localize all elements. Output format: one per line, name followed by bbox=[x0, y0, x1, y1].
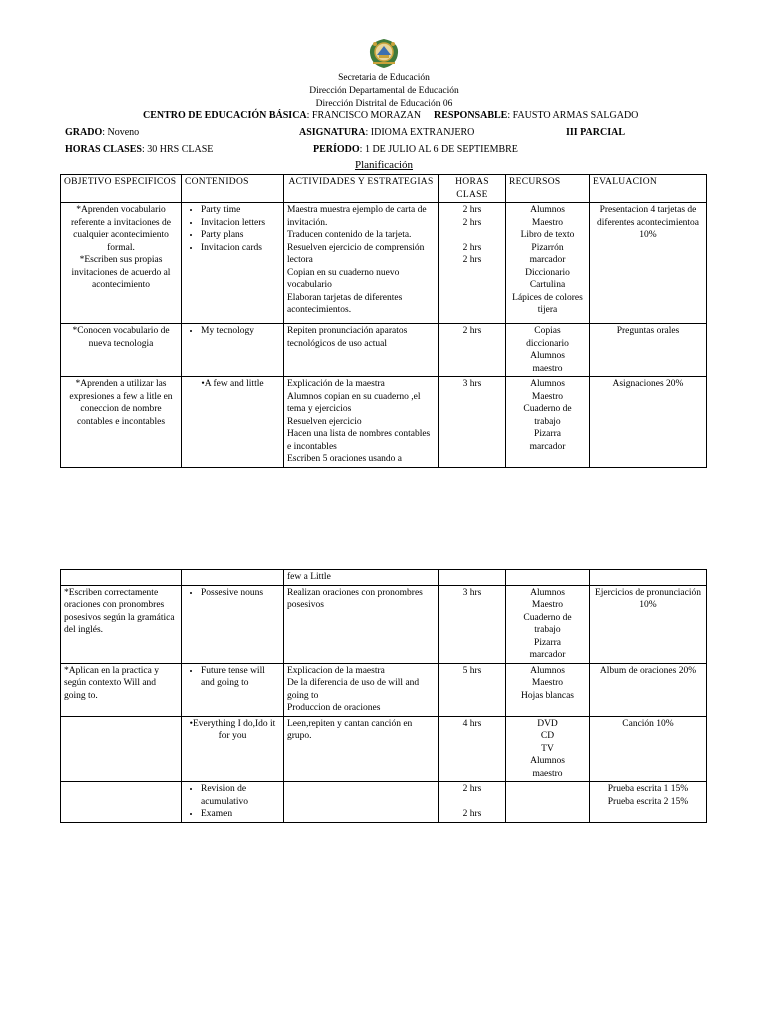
evaluacion-line: Canción 10% bbox=[622, 718, 674, 729]
horas-value: : 30 HRS CLASE bbox=[141, 144, 214, 155]
centro-value: : FRANCISCO MORAZAN bbox=[306, 110, 422, 121]
table-row bbox=[61, 570, 707, 586]
grado-field bbox=[65, 127, 139, 139]
horas-line: 3 hrs bbox=[462, 587, 482, 598]
recursos-line: tijera bbox=[537, 305, 558, 315]
cell-recursos bbox=[506, 585, 590, 663]
cell-recursos bbox=[506, 663, 590, 716]
actividades-line: few a Little bbox=[287, 572, 331, 582]
recursos-line: Pizarrón bbox=[531, 242, 564, 253]
actividades-line: Maestra muestra ejemplo de carta de invitación. bbox=[287, 205, 427, 228]
cell-actividades bbox=[284, 716, 439, 782]
recursos-line: Alumnos bbox=[530, 351, 565, 361]
evaluacion-line: Prueba escrita 2 15% bbox=[607, 796, 689, 807]
centro-label: CENTRO DE EDUCACIÓN BÁSICA bbox=[143, 110, 307, 121]
evaluacion-line bbox=[593, 571, 703, 584]
objetivo-line: *Aprenden a utilizar las expresiones a few a litle en coneccion de nombre contables e incontables bbox=[69, 379, 173, 427]
recursos-line: Maestro bbox=[531, 600, 564, 610]
recursos-line: diccionario bbox=[526, 338, 569, 349]
recursos-line bbox=[509, 783, 586, 796]
horas-line: 2 hrs bbox=[462, 255, 482, 265]
contenidos-line bbox=[185, 571, 280, 584]
header-line-2: Dirección Departamental de Educación bbox=[309, 86, 459, 96]
evaluacion-line: Asignaciones 20% bbox=[612, 379, 684, 389]
table-row bbox=[61, 377, 707, 468]
cell-contenidos bbox=[182, 377, 284, 468]
page-title: Planificación bbox=[354, 159, 414, 171]
cell-contenidos bbox=[182, 570, 284, 586]
cell-contenidos bbox=[182, 782, 284, 823]
planning-table-continued bbox=[60, 569, 707, 823]
cell-objetivo bbox=[61, 324, 182, 377]
cell-recursos bbox=[506, 203, 590, 324]
cell-actividades bbox=[284, 324, 439, 377]
horas-line: 2 hrs bbox=[462, 242, 482, 253]
horas-line bbox=[442, 571, 502, 584]
periodo-label: PERÍODO bbox=[313, 144, 360, 155]
contenidos-line: •Everything I do,Ido it for you bbox=[189, 718, 276, 741]
table-row bbox=[61, 324, 707, 377]
responsable-label: RESPONSABLE bbox=[434, 110, 508, 121]
cell-contenidos bbox=[182, 663, 284, 716]
horas-line: 2 hrs bbox=[462, 784, 482, 794]
actividades-line: Resuelven ejercicio de comprensión lectora bbox=[287, 242, 425, 265]
table-row bbox=[61, 585, 707, 663]
cell-evaluacion bbox=[590, 585, 707, 663]
periodo-field bbox=[313, 144, 518, 156]
cell-actividades bbox=[284, 585, 439, 663]
header-horas: HORAS CLASE bbox=[439, 175, 506, 203]
table-row bbox=[61, 716, 707, 782]
asignatura-value: : IDIOMA EXTRANJERO bbox=[365, 127, 475, 138]
recursos-line: marcador bbox=[529, 650, 566, 660]
horas-line: 2 hrs bbox=[462, 809, 482, 819]
actividades-line: Leen,repiten y cantan canción en grupo. bbox=[287, 718, 413, 741]
horas-line: 2 hrs bbox=[462, 217, 482, 228]
contenidos-line: •A few and little bbox=[201, 379, 264, 389]
cell-objetivo bbox=[61, 203, 182, 324]
grado-value: : Noveno bbox=[102, 127, 140, 138]
recursos-line: Pizarra bbox=[534, 637, 561, 648]
objetivo-line bbox=[64, 783, 178, 796]
recursos-line: Maestro bbox=[531, 217, 564, 228]
recursos-line: Alumnos bbox=[530, 756, 565, 766]
recursos-line: Cartulina bbox=[529, 280, 566, 290]
recursos-line: DVD bbox=[537, 718, 558, 729]
actividades-line: Explicación de la maestra bbox=[287, 379, 385, 389]
recursos-line: maestro bbox=[532, 363, 563, 374]
actividades-line: Produccion de oraciones bbox=[287, 703, 381, 713]
actividades-line: Hacen una lista de nombres contables e incontables bbox=[287, 429, 431, 452]
table-header-row bbox=[61, 175, 707, 203]
cell-objetivo bbox=[61, 585, 182, 663]
horas-label: HORAS CLASES bbox=[65, 144, 142, 155]
evaluacion-line: Presentacion 4 tarjetas de diferentes acontecimientoa 10% bbox=[596, 205, 700, 240]
header-actividades: ACTIVIDADES Y ESTRATEGIAS bbox=[284, 175, 439, 203]
horas-line: 3 hrs bbox=[462, 379, 482, 389]
header-recursos: RECURSOS bbox=[506, 175, 590, 203]
planning-table bbox=[60, 174, 707, 468]
horas-line: 4 hrs bbox=[462, 718, 482, 729]
cell-objetivo bbox=[61, 377, 182, 468]
actividades-line: De la diferencia de uso de will and going to bbox=[287, 678, 420, 701]
objetivo-line bbox=[64, 571, 178, 584]
cell-actividades bbox=[284, 203, 439, 324]
horas-line bbox=[442, 796, 502, 809]
horas-line: 2 hrs bbox=[462, 326, 482, 336]
content-item: • Possesive nouns bbox=[201, 587, 280, 600]
periodo-value: : 1 DE JULIO AL 6 DE SEPTIEMBRE bbox=[359, 144, 518, 155]
actividades-line: Alumnos copian en su cuaderno ,el tema y ejercicios bbox=[287, 391, 421, 414]
recursos-line: Alumnos bbox=[530, 587, 565, 598]
recursos-line: Cuaderno de trabajo bbox=[523, 612, 572, 635]
cell-evaluacion bbox=[590, 570, 707, 586]
cell-horas bbox=[439, 782, 506, 823]
cell-recursos bbox=[506, 716, 590, 782]
objetivo-line: *Escriben sus propias invitaciones de acuerdo al acontecimiento bbox=[71, 255, 171, 290]
cell-recursos bbox=[506, 782, 590, 823]
table-row bbox=[61, 782, 707, 823]
actividades-line: Copian en su cuaderno nuevo vocabulario bbox=[287, 267, 400, 290]
content-item: • Party time bbox=[201, 204, 280, 217]
actividades-line: Explicacion de la maestra bbox=[287, 665, 385, 676]
cell-contenidos bbox=[182, 716, 284, 782]
recursos-line: Maestro bbox=[531, 678, 564, 688]
cell-recursos bbox=[506, 324, 590, 377]
responsable-field bbox=[434, 110, 638, 122]
actividades-line bbox=[287, 783, 435, 796]
header-line-1: Secretaria de Educación bbox=[338, 73, 430, 83]
cell-horas bbox=[439, 324, 506, 377]
recursos-line: Alumnos bbox=[530, 665, 565, 676]
evaluacion-line: Prueba escrita 1 15% bbox=[607, 784, 689, 794]
cell-evaluacion bbox=[590, 324, 707, 377]
actividades-line: Traducen contenido de la tarjeta. bbox=[287, 230, 412, 240]
recursos-line: Copias bbox=[534, 326, 561, 336]
recursos-line: CD bbox=[540, 731, 555, 741]
recursos-line: marcador bbox=[529, 255, 566, 265]
recursos-line: Alumnos bbox=[530, 379, 565, 389]
actividades-line: Repiten pronunciación aparatos tecnológicos de uso actual bbox=[287, 326, 408, 349]
actividades-line: Resuelven ejercicio bbox=[287, 416, 362, 427]
asignatura-field bbox=[299, 127, 474, 139]
recursos-line: Cuaderno de trabajo bbox=[523, 404, 572, 427]
recursos-line: Alumnos bbox=[530, 205, 565, 215]
cell-horas bbox=[439, 663, 506, 716]
recursos-line: marcador bbox=[529, 441, 566, 452]
cell-objetivo bbox=[61, 716, 182, 782]
cell-contenidos bbox=[182, 203, 284, 324]
content-item: • Invitacion cards bbox=[201, 242, 280, 255]
cell-recursos bbox=[506, 377, 590, 468]
objetivo-line bbox=[64, 718, 178, 731]
content-item: • Examen bbox=[201, 808, 280, 821]
header-evaluacion: EVALUACION bbox=[590, 175, 707, 203]
cell-contenidos bbox=[182, 585, 284, 663]
horas-line bbox=[442, 229, 502, 242]
objetivo-line: *Aprenden vocabulario referente a invitaciones de cualquier acontecimiento formal. bbox=[71, 205, 171, 253]
asignatura-label: ASIGNATURA bbox=[299, 127, 366, 138]
recursos-line bbox=[509, 571, 586, 584]
cell-evaluacion bbox=[590, 716, 707, 782]
grado-label: GRADO bbox=[65, 127, 103, 138]
recursos-line: TV bbox=[541, 743, 554, 754]
cell-horas bbox=[439, 716, 506, 782]
evaluacion-line: Ejercicios de pronunciación 10% bbox=[594, 587, 702, 610]
objetivo-line: *Conocen vocabulario de nueva tecnologia bbox=[72, 326, 170, 349]
recursos-line: Libro de texto bbox=[520, 230, 575, 240]
table-row bbox=[61, 203, 707, 324]
recursos-line: Maestro bbox=[531, 391, 564, 402]
evaluacion-line: Album de oraciones 20% bbox=[599, 665, 697, 676]
cell-evaluacion bbox=[590, 782, 707, 823]
recursos-line: Hojas blancas bbox=[520, 690, 575, 701]
cell-objetivo bbox=[61, 570, 182, 586]
responsable-value: : FAUSTO ARMAS SALGADO bbox=[507, 110, 639, 121]
header-line-3: Dirección Distrital de Educación 06 bbox=[315, 99, 453, 109]
content-item: • Revision de acumulativo bbox=[201, 783, 280, 808]
content-item: • Party plans bbox=[201, 229, 280, 242]
horas-field bbox=[65, 144, 213, 156]
cell-evaluacion bbox=[590, 377, 707, 468]
recursos-line: Pizarra bbox=[534, 429, 561, 439]
cell-actividades bbox=[284, 377, 439, 468]
cell-recursos bbox=[506, 570, 590, 586]
actividades-line: Elaboran tarjetas de diferentes acontecimientos. bbox=[287, 292, 403, 315]
objetivo-line: *Escriben correctamente oraciones con pronombres posesivos según la gramática del inglés. bbox=[64, 587, 175, 635]
horas-line: 5 hrs bbox=[462, 665, 482, 676]
cell-horas bbox=[439, 570, 506, 586]
actividades-line: Realizan oraciones con pronombres posesivos bbox=[287, 587, 423, 610]
evaluacion-line: Preguntas orales bbox=[616, 326, 680, 336]
cell-actividades bbox=[284, 663, 439, 716]
header-objetivo: OBJETIVO ESPECIFICOS bbox=[61, 175, 182, 203]
content-item: • Future tense will and going to bbox=[201, 665, 280, 690]
actividades-line: Escriben 5 oraciones usando a bbox=[287, 454, 403, 464]
cell-horas bbox=[439, 377, 506, 468]
cell-actividades bbox=[284, 570, 439, 586]
cell-evaluacion bbox=[590, 203, 707, 324]
cell-horas bbox=[439, 203, 506, 324]
cell-horas bbox=[439, 585, 506, 663]
content-item: • My tecnology bbox=[201, 325, 280, 338]
cell-contenidos bbox=[182, 324, 284, 377]
header-contenidos: CONTENIDOS bbox=[182, 175, 284, 203]
centro-field bbox=[143, 110, 421, 122]
cell-objetivo bbox=[61, 663, 182, 716]
parcial-label: III PARCIAL bbox=[566, 127, 625, 138]
cell-evaluacion bbox=[590, 663, 707, 716]
recursos-line: Lápices de colores bbox=[512, 292, 583, 303]
coat-of-arms-icon bbox=[367, 36, 401, 70]
cell-objetivo bbox=[61, 782, 182, 823]
horas-line: 2 hrs bbox=[462, 205, 482, 215]
table-row bbox=[61, 663, 707, 716]
objetivo-line: *Aplican en la practica y según contexto Will and going to. bbox=[64, 665, 159, 701]
content-item: • Invitacion letters bbox=[201, 217, 280, 230]
cell-actividades bbox=[284, 782, 439, 823]
recursos-line: Diccionario bbox=[525, 267, 570, 278]
recursos-line: maestro bbox=[532, 768, 563, 779]
